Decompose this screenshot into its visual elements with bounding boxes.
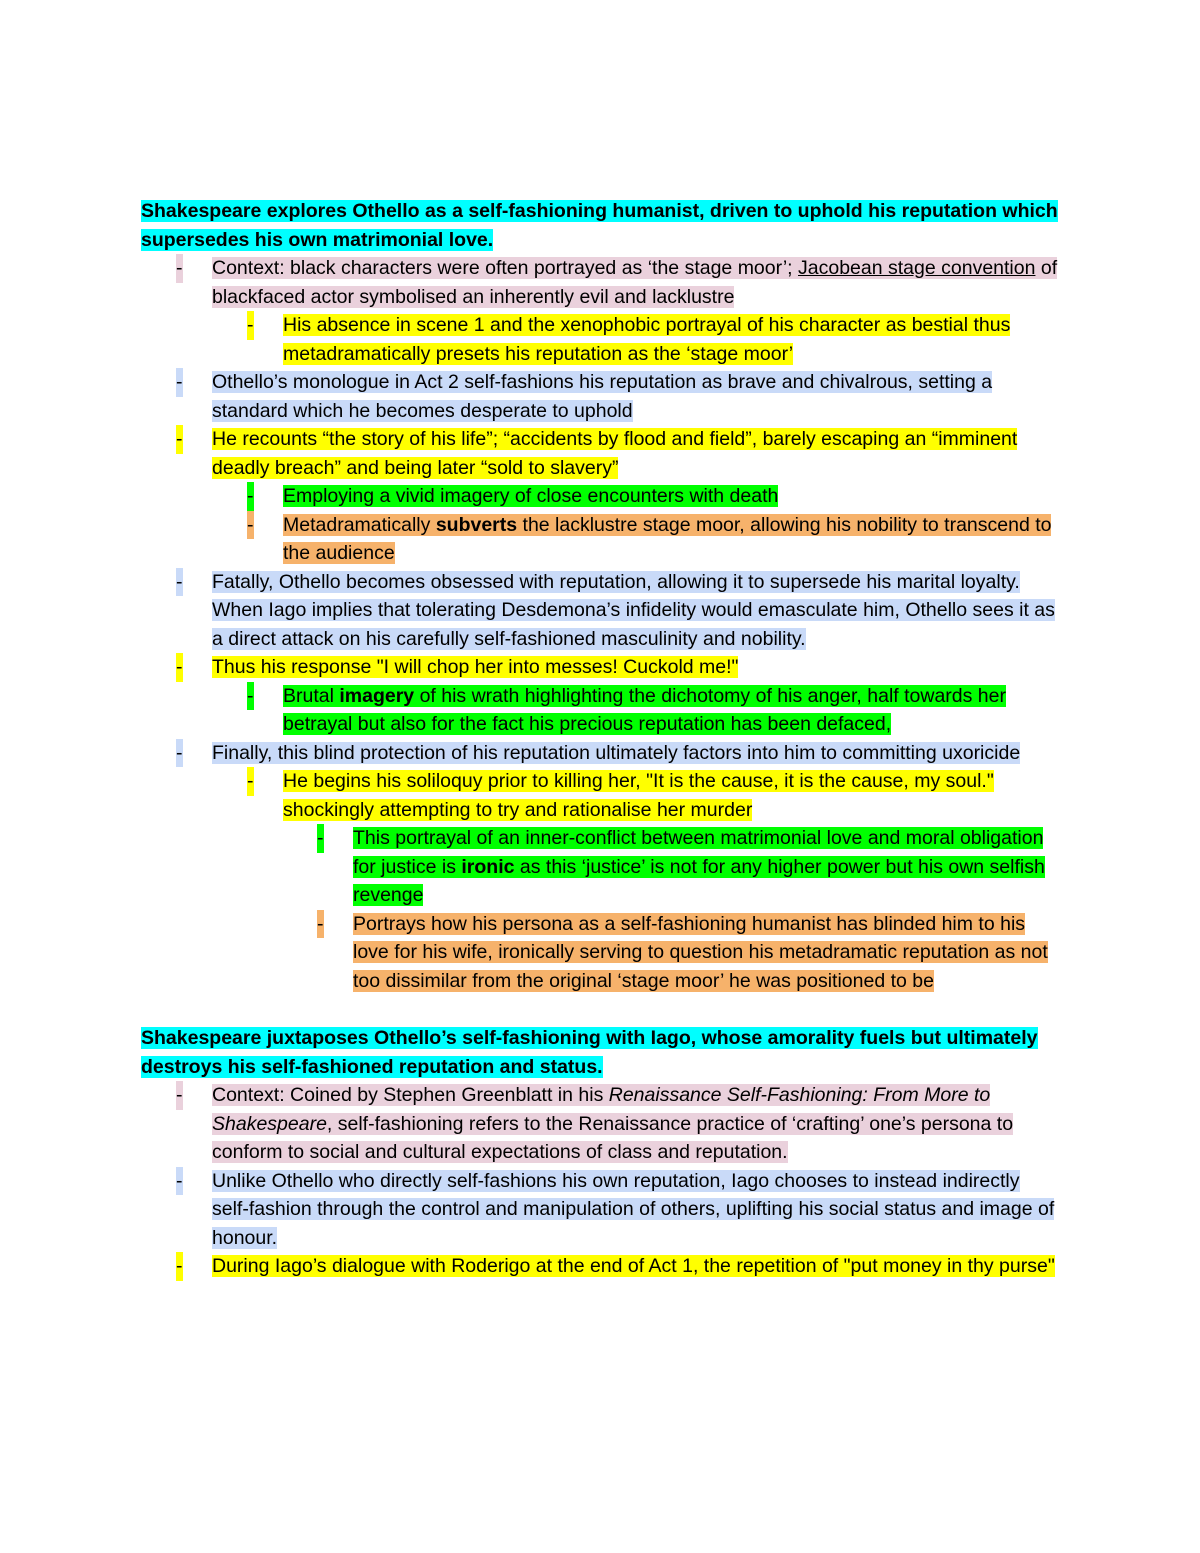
bullet-item: - Context: Coined by Stephen Greenblatt in his Renaissance Self-Fashioning: From More to Shakespeare, self-fashioning refers to the Renaissance practice of ‘crafting’ one’s persona to conform to social and cultural expectations of class and reputation. — [141, 1081, 1061, 1167]
bullet-item: - Unlike Othello who directly self-fashions his own reputation, Iago chooses to instead indirectly self-fashion through the control and manipulation of others, uplifting his social status and image of honour. — [141, 1167, 1061, 1253]
bullet-item: - Employing a vivid imagery of close encounters with death — [141, 482, 1061, 511]
bullet-item: - Fatally, Othello becomes obsessed with reputation, allowing it to supersede his marital loyalty. When Iago implies that tolerating Desdemona’s infidelity would emasculate him, Othello sees it as a direct attack on his carefully self-fashioned masculinity and nobility. — [141, 568, 1061, 654]
bullet-item: - Finally, this blind protection of his reputation ultimately factors into him to committing uxoricide — [141, 739, 1061, 768]
bullet-item: - Brutal imagery of his wrath highlighting the dichotomy of his anger, half towards her betrayal but also for the fact his precious reputation has been defaced, — [141, 682, 1061, 739]
bullet-item: - Metadramatically subverts the lacklustre stage moor, allowing his nobility to transcend to the audience — [141, 511, 1061, 568]
bullet-item: - Othello’s monologue in Act 2 self-fashions his reputation as brave and chivalrous, setting a standard which he becomes desperate to uphold — [141, 368, 1061, 425]
section-heading-2: Shakespeare juxtaposes Othello’s self-fashioning with Iago, whose amorality fuels but ultimately destroys his self-fashioned reputation and status. — [141, 1027, 1038, 1078]
bullet-item: - Context: black characters were often portrayed as ‘the stage moor’; Jacobean stage convention of blackfaced actor symbolised an inherently evil and lacklustre — [141, 254, 1061, 311]
bullet-item: - Portrays how his persona as a self-fashioning humanist has blinded him to his love for his wife, ironically serving to question his metadramatic reputation as not too dissimilar from the original ‘stage moor’ he was positioned to be — [141, 910, 1061, 996]
bullet-item: - His absence in scene 1 and the xenophobic portrayal of his character as bestial thus metadramatically presets his reputation as the ‘stage moor’ — [141, 311, 1061, 368]
bullet-item: - During Iago’s dialogue with Roderigo at the end of Act 1, the repetition of "put money in thy purse" — [141, 1252, 1061, 1281]
bullet-item: - He recounts “the story of his life”; “accidents by flood and field”, barely escaping an “imminent deadly breach” and being later “sold to slavery” — [141, 425, 1061, 482]
bullet-item: - Thus his response "I will chop her into messes! Cuckold me!" — [141, 653, 1061, 682]
bullet-item: - He begins his soliloquy prior to killing her, "It is the cause, it is the cause, my soul." shockingly attempting to try and rationalise her murder — [141, 767, 1061, 824]
bullet-item: - This portrayal of an inner-conflict between matrimonial love and moral obligation for justice is ironic as this ‘justice’ is not for any higher power but his own selfish revenge — [141, 824, 1061, 910]
section-heading-1: Shakespeare explores Othello as a self-fashioning humanist, driven to uphold his reputation which supersedes his own matrimonial love. — [141, 200, 1058, 251]
document-body — [141, 197, 1061, 1281]
